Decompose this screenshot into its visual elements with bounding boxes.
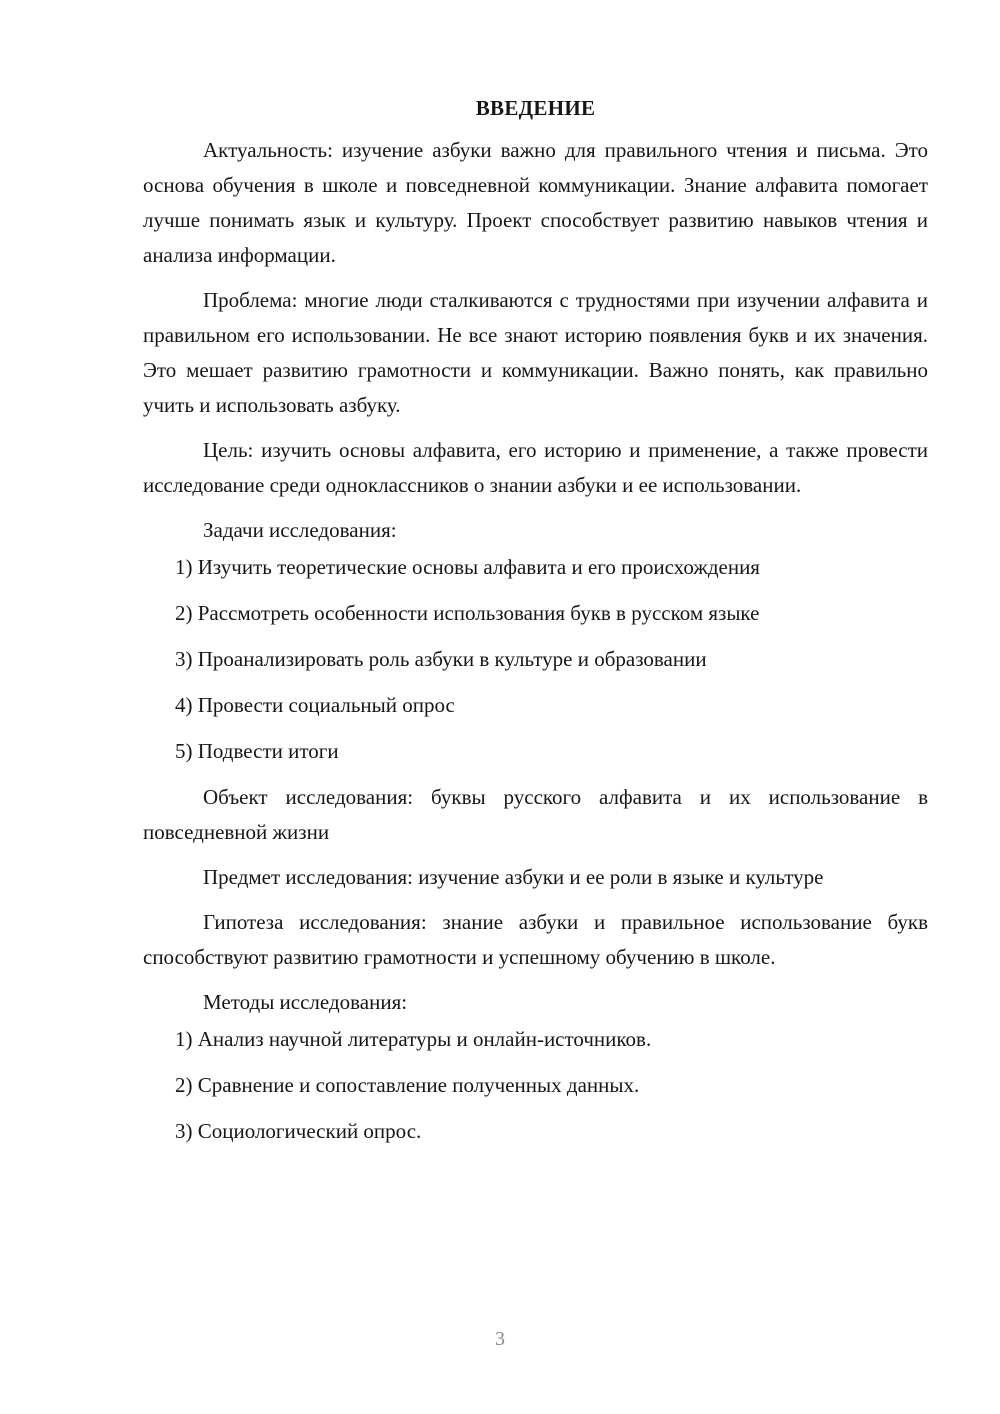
task-item: 3) Проанализировать роль азбуки в культуре и образовании <box>175 647 707 671</box>
task-item: 4) Провести социальный опрос <box>175 693 455 717</box>
method-item: 3) Социологический опрос. <box>175 1119 422 1143</box>
tasks-list <box>143 550 928 769</box>
methods-list <box>143 1022 928 1149</box>
relevance-paragraph: Актуальность: изучение азбуки важно для правильного чтения и письма. Это основа обучения в школе и повседневной коммуникации. Знание алфавита помогает лучше понимать язык и культуру. Проект способствует развитию навыков чтения и анализа информации. <box>143 138 928 267</box>
method-item: 1) Анализ научной литературы и онлайн-источников. <box>175 1027 652 1051</box>
hypothesis-paragraph: Гипотеза исследования: знание азбуки и правильное использование букв способствуют развитию грамотности и успешному обучению в школе. <box>143 910 928 969</box>
methods-heading: Методы исследования: <box>203 990 408 1014</box>
task-item: 5) Подвести итоги <box>175 739 339 763</box>
problem-paragraph: Проблема: многие люди сталкиваются с трудностями при изучении алфавита и правильном его использовании. Не все знают историю появления букв и их значения. Это мешает развитию грамотности и коммуникации. Важно понять, как правильно учить и использовать азбуку. <box>143 288 928 417</box>
subject-paragraph: Предмет исследования: изучение азбуки и ее роли в языке и культуре <box>203 865 824 889</box>
page-number: 3 <box>495 1328 505 1350</box>
object-paragraph: Объект исследования: буквы русского алфавита и их использование в повседневной жизни <box>143 785 928 844</box>
task-item: 2) Рассмотреть особенности использования букв в русском языке <box>175 601 760 625</box>
task-item: 1) Изучить теоретические основы алфавита и его происхождения <box>175 555 760 579</box>
tasks-heading: Задачи исследования: <box>203 518 397 542</box>
page-content <box>143 96 928 1160</box>
goal-paragraph: Цель: изучить основы алфавита, его историю и применение, а также провести исследование среди одноклассников о знании азбуки и ее использовании. <box>143 438 928 497</box>
section-heading: ВВЕДЕНИЕ <box>475 96 596 120</box>
method-item: 2) Сравнение и сопоставление полученных данных. <box>175 1073 640 1097</box>
